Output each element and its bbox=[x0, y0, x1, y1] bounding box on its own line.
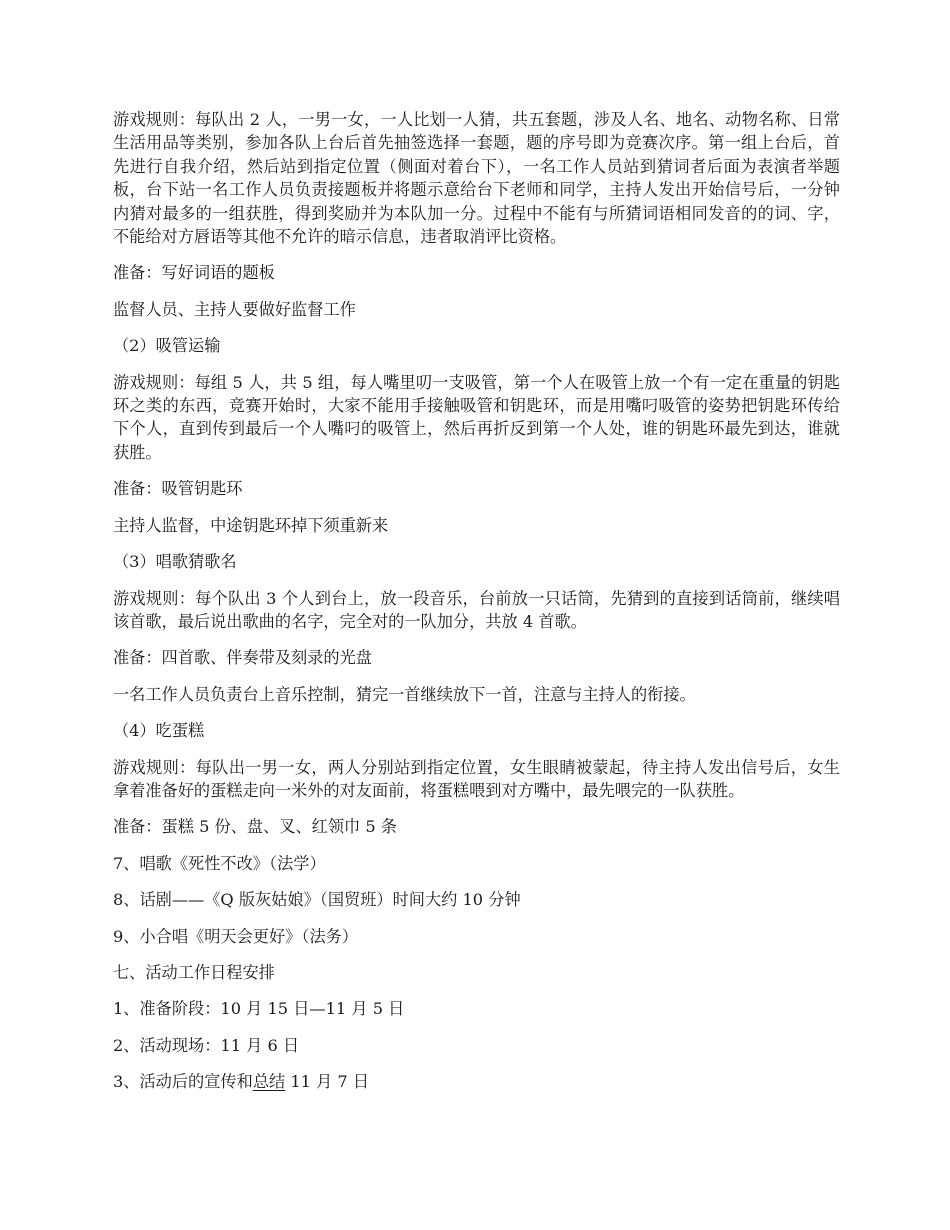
schedule-item-3-prefix: 3、活动后的宣传和 bbox=[113, 1072, 253, 1092]
section-heading-schedule: 七、活动工作日程安排 bbox=[113, 962, 275, 982]
schedule-item-1: 1、准备阶段：10 月 15 日—11 月 5 日 bbox=[113, 999, 405, 1019]
supervision-straw-relay: 主持人监督，中途钥匙环掉下须重新来 bbox=[113, 515, 389, 535]
program-item-8: 8、话剧——《Q 版灰姑娘》（国贸班）时间大约 10 分钟 bbox=[113, 890, 521, 910]
rule-paragraph-straw-relay: 游戏规则：每组 5 人，共 5 组，每人嘴里叨一支吸管，第一个人在吸管上放一个有一定在重量的钥匙环之类的东西，竞赛开始时，大家不能用手接触吸管和钥匙环，而是用嘴叼吸管的姿势把钥匙环传给下个人，直到传到最后一个人嘴叼的吸管上，然后再折反到第一个人处，谁的钥匙环最先到达，谁就获胜。 bbox=[113, 372, 840, 462]
staff-note-song-guess: 一名工作人员负责台上音乐控制，猜完一首继续放下一首，注意与主持人的衔接。 bbox=[113, 684, 696, 704]
supervision-charades: 监督人员、主持人要做好监督工作 bbox=[113, 299, 356, 319]
section-heading-song-guess: （3）唱歌猜歌名 bbox=[113, 552, 237, 572]
rule-paragraph-cake: 游戏规则：每队出一男一女，两人分别站到指定位置，女生眼睛被蒙起，待主持人发出信号后，女生拿着准备好的蛋糕走向一米外的对友面前，将蛋糕喂到对方嘴中，最先喂完的一队获胜。 bbox=[113, 757, 840, 800]
prep-cake: 准备：蛋糕 5 份、盘、叉、红领巾 5 条 bbox=[113, 817, 397, 837]
summary-link-text: 总结 bbox=[252, 1072, 286, 1092]
prep-straw-relay: 准备：吸管钥匙环 bbox=[113, 479, 243, 499]
program-item-7: 7、唱歌《死性不改》（法学） bbox=[113, 853, 326, 873]
program-item-9: 9、小合唱《明天会更好》（法务） bbox=[113, 926, 359, 946]
section-heading-straw-relay: （2）吸管运输 bbox=[113, 336, 221, 356]
schedule-item-3 bbox=[113, 1070, 840, 1093]
rule-paragraph-song-guess: 游戏规则：每个队出 3 个人到台上，放一段音乐，台前放一只话筒，先猜到的直接到话筒前，继续唱该首歌，最后说出歌曲的名字，完全对的一队加分，共放 4 首歌。 bbox=[113, 588, 840, 631]
schedule-item-3-suffix: 11 月 7 日 bbox=[285, 1072, 370, 1092]
schedule-item-2: 2、活动现场：11 月 6 日 bbox=[113, 1035, 300, 1055]
prep-charades: 准备：写好词语的题板 bbox=[113, 263, 275, 283]
prep-song-guess: 准备：四首歌、伴奏带及刻录的光盘 bbox=[113, 648, 372, 668]
rule-paragraph-charades: 游戏规则：每队出 2 人，一男一女，一人比划一人猜，共五套题，涉及人名、地名、动物名称、日常生活用品等类别，参加各队上台后首先抽签选择一套题，题的序号即为竞赛次序。第一组上台后，首先进行自我介绍，然后站到指定位置（侧面对着台下），一名工作人员站到猜词者后面为表演者举题板，台下站一名工作人员负责接题板并将题示意给台下老师和同学，主持人发出开始信号后，一分钟内猜对最多的一组获胜，得到奖励并为本队加一分。过程中不能有与所猜词语相同发音的的词、字，不能给对方唇语等其他不允许的暗示信息，违者取消评比资格。 bbox=[113, 110, 840, 247]
document-page bbox=[113, 108, 840, 1107]
section-heading-cake: （4）吃蛋糕 bbox=[113, 721, 205, 741]
